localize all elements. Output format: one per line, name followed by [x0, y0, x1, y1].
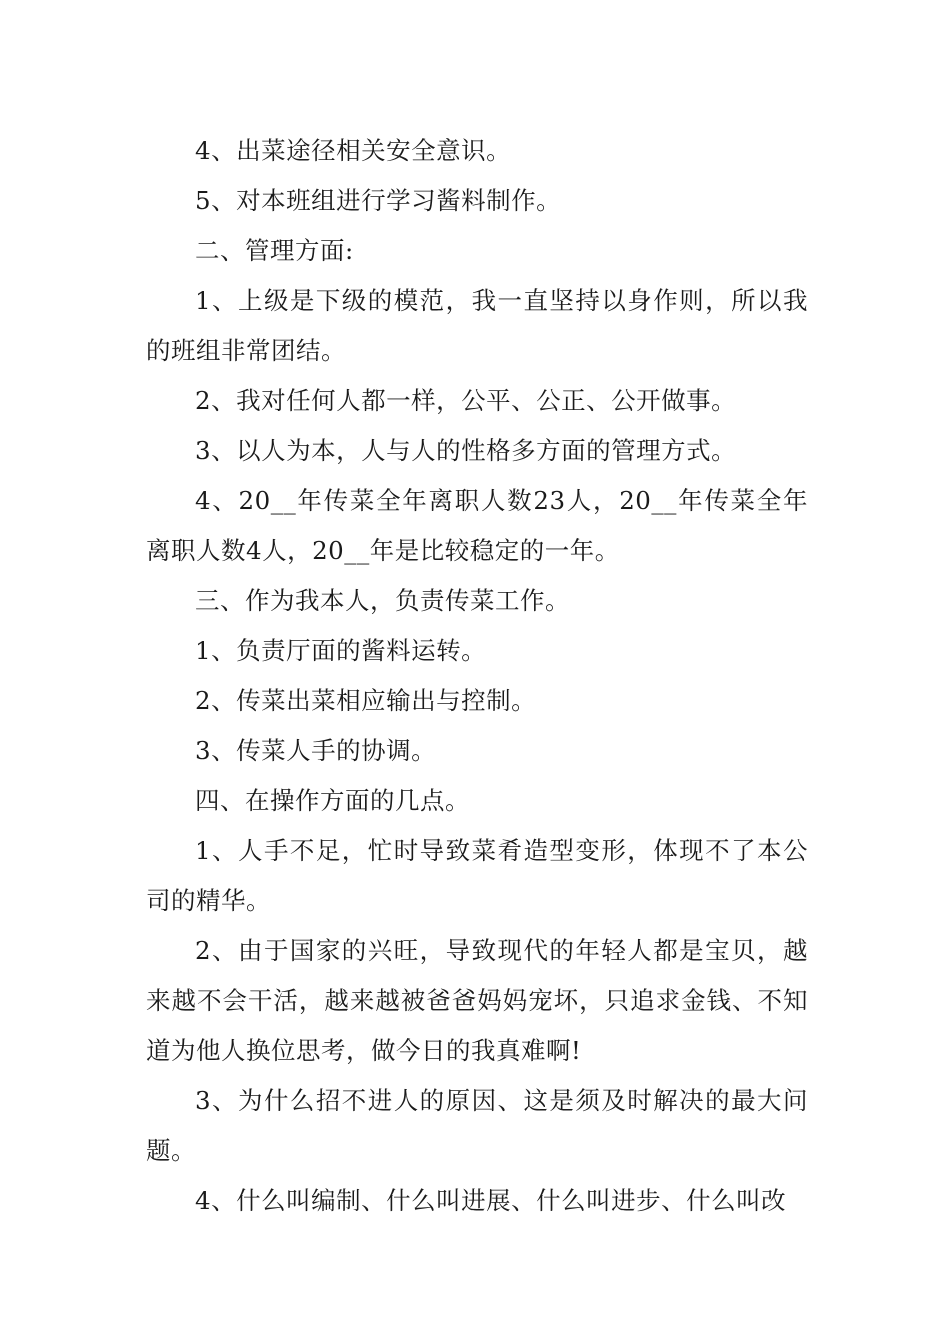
paragraph: 5、对本班组进行学习酱料制作。	[195, 186, 562, 215]
paragraph: 4、什么叫编制、什么叫进展、什么叫进步、什么叫改	[195, 1186, 787, 1215]
paragraph: 3、为什么招不进人的原因、这是须及时解决的最大问题。	[146, 1086, 808, 1165]
paragraph: 2、传菜出菜相应输出与控制。	[195, 686, 537, 715]
document-body	[146, 126, 808, 1226]
section-heading: 三、作为我本人，负责传菜工作。	[195, 586, 570, 615]
paragraph: 4、20__年传菜全年离职人数23人，20__年传菜全年离职人数4人，20__年是比较稳定的一年。	[146, 486, 808, 565]
paragraph: 2、由于国家的兴旺，导致现代的年轻人都是宝贝，越来越不会干活，越来越被爸爸妈妈宠坏，只追求金钱、不知道为他人换位思考，做今日的我真难啊!	[146, 936, 808, 1065]
section-heading: 二、管理方面:	[195, 236, 354, 265]
section-heading: 四、在操作方面的几点。	[195, 786, 470, 815]
paragraph: 1、负责厅面的酱料运转。	[195, 636, 487, 665]
paragraph: 1、人手不足，忙时导致菜肴造型变形，体现不了本公司的精华。	[146, 836, 808, 915]
paragraph: 4、出菜途径相关安全意识。	[195, 136, 512, 165]
paragraph: 3、传菜人手的协调。	[195, 736, 437, 765]
paragraph: 2、我对任何人都一样，公平、公正、公开做事。	[195, 386, 737, 415]
paragraph: 1、上级是下级的模范，我一直坚持以身作则，所以我的班组非常团结。	[146, 286, 808, 365]
paragraph: 3、以人为本，人与人的性格多方面的管理方式。	[195, 436, 737, 465]
